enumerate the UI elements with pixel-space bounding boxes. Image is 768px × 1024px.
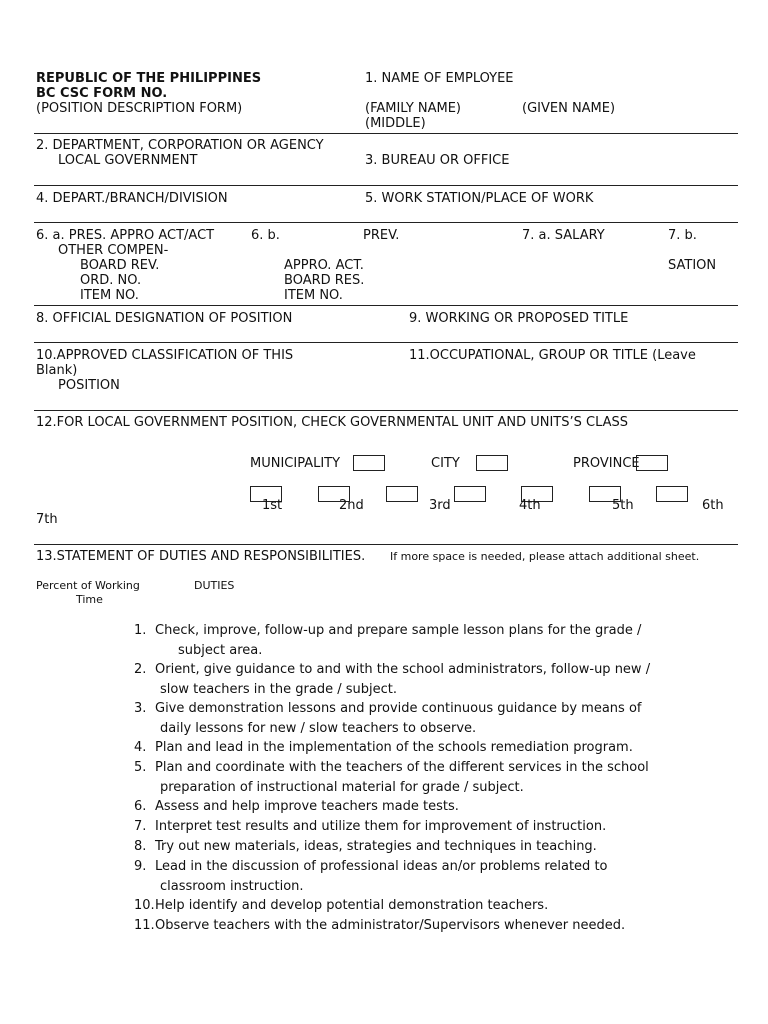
- field-4-label: 4. DEPART./BRANCH/DIVISION: [36, 191, 228, 206]
- field-11-label: 11.OCCUPATIONAL, GROUP OR TITLE (Leave: [409, 348, 696, 363]
- position-label: POSITION: [58, 378, 120, 393]
- class-4th-checkbox[interactable]: [454, 486, 486, 502]
- field-2-label: 2. DEPARTMENT, CORPORATION OR AGENCY: [36, 138, 324, 153]
- duty-text: Help identify and develop potential demonstration teachers.: [155, 898, 549, 913]
- prev-label: PREV.: [363, 228, 400, 243]
- family-name-label: (FAMILY NAME): [365, 101, 462, 116]
- field-12-label: 12.FOR LOCAL GOVERNMENT POSITION, CHECK GOVERNMENTAL UNIT AND UNITS’S CLASS: [36, 415, 629, 430]
- class-1st-label: 1st: [262, 498, 283, 513]
- field-10-label: 10.APPROVED CLASSIFICATION OF THIS: [36, 348, 294, 363]
- duties-column-label: DUTIES: [194, 579, 235, 592]
- duty-text: Assess and help improve teachers made tests.: [155, 799, 459, 814]
- province-label: PROVINCE: [573, 456, 640, 471]
- appro-act-label: APPRO. ACT.: [284, 258, 364, 273]
- duty-number: 9.: [134, 859, 147, 874]
- list-item: [134, 797, 694, 817]
- percent-working-label: Percent of Working: [36, 579, 140, 592]
- divider: [34, 410, 738, 411]
- duty-text: Orient, give guidance to and with the school administrators, follow-up new /: [155, 662, 651, 677]
- republic-heading: REPUBLIC OF THE PHILIPPINES: [36, 71, 262, 86]
- duty-number: 11.: [134, 918, 155, 933]
- class-5th-label: 5th: [612, 498, 634, 513]
- duty-text-cont: subject area.: [178, 642, 263, 658]
- divider: [34, 222, 738, 223]
- field-13-label: 13.STATEMENT OF DUTIES AND RESPONSIBILITIES.: [36, 549, 366, 564]
- class-3rd-label: 3rd: [429, 498, 451, 513]
- divider: [34, 305, 738, 306]
- class-7th-label: 7th: [36, 512, 58, 527]
- duty-number: 6.: [134, 799, 147, 814]
- field-8-label: 8. OFFICIAL DESIGNATION OF POSITION: [36, 311, 293, 326]
- duty-number: 3.: [134, 701, 147, 716]
- list-item: [134, 817, 694, 837]
- duty-text: Try out new materials, ideas, strategies and techniques in teaching.: [155, 839, 597, 854]
- duty-number: 2.: [134, 662, 147, 677]
- field-9-label: 9. WORKING OR PROPOSED TITLE: [409, 311, 629, 326]
- blank-label: Blank): [36, 363, 78, 378]
- other-compen-label: OTHER COMPEN-: [58, 243, 169, 258]
- item-no-label: ITEM NO.: [80, 288, 139, 303]
- list-item: [134, 837, 694, 857]
- field-7b-label: 7. b.: [668, 228, 697, 243]
- class-6th-label: 6th: [702, 498, 724, 513]
- field-5-label: 5. WORK STATION/PLACE OF WORK: [365, 191, 594, 206]
- list-item: [134, 896, 694, 916]
- list-item: [134, 857, 694, 896]
- duty-text: Observe teachers with the administrator/Supervisors whenever needed.: [155, 918, 626, 933]
- ord-no-label: ORD. NO.: [80, 273, 142, 288]
- duty-number: 7.: [134, 819, 147, 834]
- list-item: [134, 621, 694, 660]
- given-name-label: (GIVEN NAME): [522, 101, 616, 116]
- duty-text: Lead in the discussion of professional ideas an/or problems related to: [155, 859, 608, 874]
- field-7a-label: 7. a. SALARY: [522, 228, 605, 243]
- field-6a-label: 6. a. PRES. APPRO ACT/ACT: [36, 228, 215, 243]
- divider: [34, 544, 738, 545]
- city-checkbox[interactable]: [476, 455, 508, 471]
- board-rev-label: BOARD REV.: [80, 258, 160, 273]
- province-checkbox[interactable]: [636, 455, 668, 471]
- class-2nd-label: 2nd: [339, 498, 364, 513]
- duty-text: Give demonstration lessons and provide continuous guidance by means of: [155, 701, 642, 716]
- duty-text: Plan and coordinate with the teachers of the different services in the school: [155, 760, 649, 775]
- duty-number: 4.: [134, 740, 147, 755]
- board-res-label: BOARD RES.: [284, 273, 365, 288]
- divider: [34, 133, 738, 134]
- item-no-label-2: ITEM NO.: [284, 288, 343, 303]
- municipality-label: MUNICIPALITY: [250, 456, 341, 471]
- list-item: [134, 738, 694, 758]
- middle-name-label: (MIDDLE): [365, 116, 426, 131]
- list-item: [134, 699, 694, 738]
- duty-text-cont: daily lessons for new / slow teachers to observe.: [160, 720, 477, 736]
- duty-text-cont: slow teachers in the grade / subject.: [160, 681, 397, 697]
- divider: [34, 342, 738, 343]
- time-label: Time: [76, 593, 103, 606]
- field-3-label: 3. BUREAU OR OFFICE: [365, 153, 510, 168]
- duty-number: 5.: [134, 760, 147, 775]
- duty-number: 8.: [134, 839, 147, 854]
- attach-note: If more space is needed, please attach additional sheet.: [390, 550, 700, 563]
- list-item: [134, 758, 694, 797]
- form-number: BC CSC FORM NO.: [36, 86, 168, 101]
- class-7th-checkbox[interactable]: [656, 486, 688, 502]
- duty-number: 10.: [134, 898, 155, 913]
- field-1-label: 1. NAME OF EMPLOYEE: [365, 71, 514, 86]
- duty-text: Interpret test results and utilize them for improvement of instruction.: [155, 819, 607, 834]
- class-3rd-checkbox[interactable]: [386, 486, 418, 502]
- form-name: (POSITION DESCRIPTION FORM): [36, 101, 243, 116]
- sation-label: SATION: [668, 258, 717, 273]
- class-4th-label: 4th: [519, 498, 541, 513]
- list-item: [134, 916, 694, 936]
- list-item: [134, 660, 694, 699]
- duty-text-cont: classroom instruction.: [160, 878, 304, 894]
- city-label: CITY: [431, 456, 460, 471]
- duty-text: Plan and lead in the implementation of the schools remediation program.: [155, 740, 633, 755]
- field-2-value: LOCAL GOVERNMENT: [58, 153, 198, 168]
- divider: [34, 185, 738, 186]
- municipality-checkbox[interactable]: [353, 455, 385, 471]
- duty-text: Check, improve, follow-up and prepare sample lesson plans for the grade /: [155, 623, 642, 638]
- duty-number: 1.: [134, 623, 147, 638]
- field-6b-label: 6. b.: [251, 228, 280, 243]
- duty-text-cont: preparation of instructional material for grade / subject.: [160, 779, 524, 795]
